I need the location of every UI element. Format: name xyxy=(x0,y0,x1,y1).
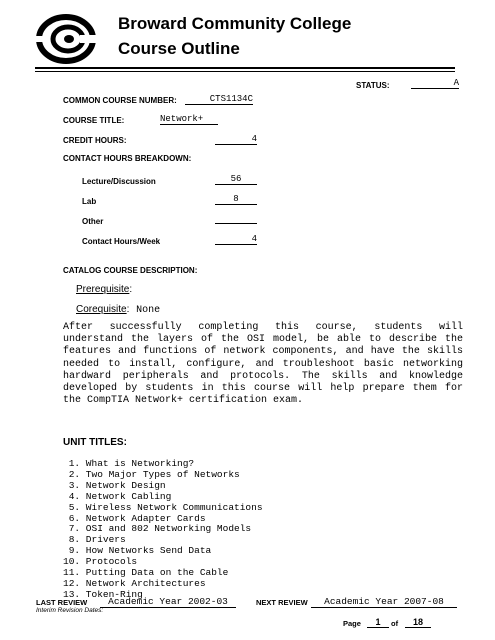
lab-label: Lab xyxy=(82,197,97,206)
college-name: Broward Community College xyxy=(118,14,352,33)
prerequisite-line: Prerequisite: xyxy=(76,284,133,295)
college-logo xyxy=(36,14,100,64)
page-current: 1 xyxy=(367,617,389,628)
other-value xyxy=(215,212,257,224)
corequisite-line: Corequisite: None xyxy=(76,304,161,316)
list-item: 12. Network Architectures xyxy=(63,577,206,589)
list-item: 9. How Networks Send Data xyxy=(63,545,212,557)
corequisite-value: None xyxy=(136,305,161,316)
lab-value: 8 xyxy=(215,194,257,205)
list-item: 1. What is Networking? xyxy=(63,458,195,469)
prerequisite-label: Prerequisite xyxy=(76,284,130,295)
page-total: 18 xyxy=(405,617,431,628)
catalog-heading: CATALOG COURSE DESCRIPTION: xyxy=(63,266,198,275)
status-value: A xyxy=(411,78,459,89)
unit-titles-list xyxy=(63,459,263,601)
header-rule xyxy=(35,67,455,69)
status-label: STATUS: xyxy=(356,81,390,90)
page-of-label: of xyxy=(391,619,399,628)
list-item: 2. Two Major Types of Networks xyxy=(63,468,240,480)
list-item: 7. OSI and 802 Networking Models xyxy=(63,523,252,535)
last-review-label: LAST REVIEW xyxy=(36,598,88,607)
last-review-value: Academic Year 2002-03 xyxy=(100,596,236,608)
list-item: 11. Putting Data on the Cable xyxy=(63,567,229,579)
course-title-value: Network+ xyxy=(160,114,218,125)
contact-week-label: Contact Hours/Week xyxy=(82,237,161,246)
corequisite-label: Corequisite xyxy=(76,304,127,315)
list-item: 13. Token-Ring xyxy=(63,588,143,600)
next-review-label: NEXT REVIEW xyxy=(256,598,308,607)
lecture-label: Lecture/Discussion xyxy=(82,177,156,186)
header-rule-thin xyxy=(35,71,455,72)
interim-revision-label: Interim Revision Dates: xyxy=(36,607,104,614)
list-item: 10. Protocols xyxy=(63,556,138,568)
credit-hours-label: CREDIT HOURS: xyxy=(63,136,127,145)
list-item: 5. Wireless Network Communications xyxy=(63,501,263,513)
lecture-value: 56 xyxy=(215,174,257,185)
other-label: Other xyxy=(82,217,104,226)
contact-week-value: 4 xyxy=(215,234,257,245)
course-title-label: COURSE TITLE: xyxy=(63,116,125,125)
next-review-value: Academic Year 2007-08 xyxy=(311,596,457,608)
contact-hours-heading: CONTACT HOURS BREAKDOWN: xyxy=(63,154,192,163)
list-item: 6. Network Adapter Cards xyxy=(63,512,206,524)
unit-titles-heading: UNIT TITLES: xyxy=(63,437,127,448)
course-number-value: CTS1134C xyxy=(185,94,253,105)
list-item: 8. Drivers xyxy=(63,534,126,546)
course-description: After successfully completing this course, students will understand the layers of the OSI model, be able to describe the features and functions of network components, and have the skills needed to install, configure, and troubleshoot basic networking hardward peripherals and protocols. The skills and knowledge developed by students in this course will help prepare them for the CompTIA Network+ certification exam. xyxy=(63,322,463,407)
list-item: 3. Network Design xyxy=(63,479,166,491)
course-number-label: COMMON COURSE NUMBER: xyxy=(63,96,177,105)
document-title: Course Outline xyxy=(118,39,240,58)
list-item: 4. Network Cabling xyxy=(63,490,172,502)
credit-hours-value: 4 xyxy=(215,134,257,145)
page-label: Page xyxy=(343,619,361,628)
